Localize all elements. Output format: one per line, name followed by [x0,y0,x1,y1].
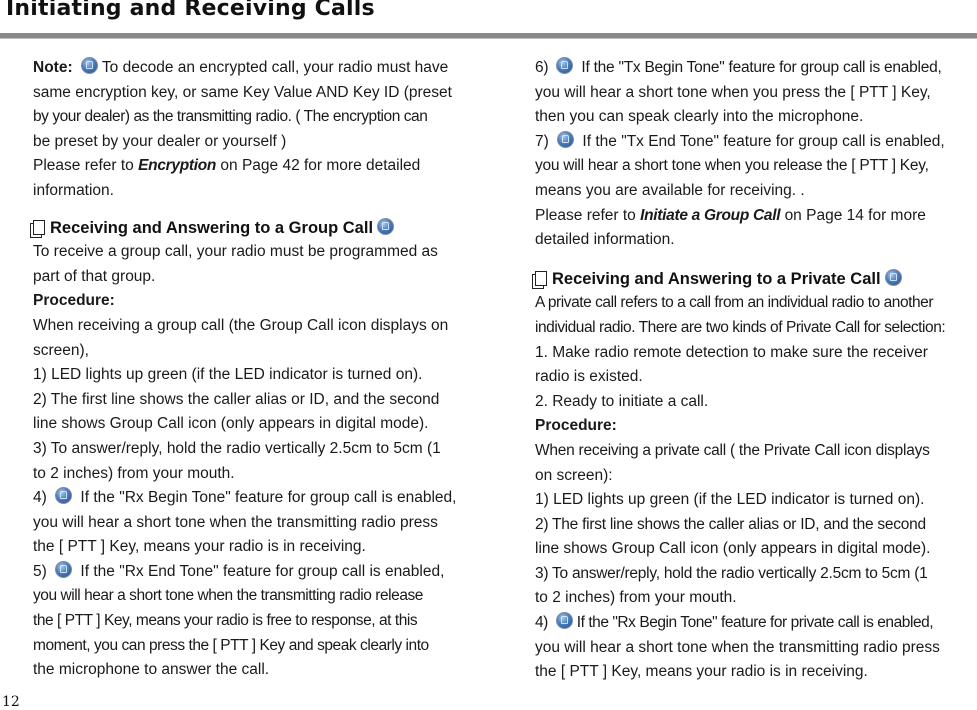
digital-mode-icon [557,131,574,148]
refer-line [33,154,479,179]
step-1: 1) LED lights up green (if the LED indicator is turned on). [535,491,925,509]
step-text: If the "Rx Begin Tone" feature for private call is enabled, [576,614,934,632]
step-number: 5) [33,562,47,580]
document-icon [33,220,45,235]
step-4: the [ PTT ] Key, means your radio is in receiving. [535,663,868,681]
refer-line2: information. [33,181,114,199]
step-4 [33,486,479,511]
title-divider [0,33,977,39]
note-text: same encryption key, or same Key Value AND Key ID (preset [33,83,452,101]
step-5 [33,560,479,585]
step-5: the [ PTT ] Key, means your radio is free to response, at this [33,612,418,630]
procedure-label: Procedure: [33,292,115,310]
step-number: 4) [535,614,548,632]
digital-mode-icon [885,269,902,286]
group-call-heading-text: Receiving and Answering to a Group Call [50,218,374,237]
step-4: you will hear a short tone when the transmitting radio press [33,513,438,531]
step-2: 2) The first line shows the caller alias or ID, and the second [33,390,440,408]
refer-suffix: on Page 42 for more detailed [220,157,421,175]
step-text: If the "Tx End Tone" feature for group call is enabled, [582,132,945,150]
step-3: to 2 inches) from your mouth. [33,464,235,482]
step-4: the [ PTT ] Key, means your radio is in receiving. [33,538,366,556]
procedure-label: Procedure: [535,417,617,435]
step-3: to 2 inches) from your mouth. [535,589,737,607]
digital-mode-icon [55,561,72,578]
procedure-text: screen), [33,341,89,359]
right-column [535,56,975,685]
note-text: by your dealer) as the transmitting radio. ( The encryption can [33,108,428,126]
step-6: then you can speak clearly into the microphone. [535,108,864,126]
step-text: If the "Tx Begin Tone" feature for group call is enabled, [581,59,942,76]
step-7 [535,130,975,155]
note-label: Note: [33,59,73,76]
procedure-text: When receiving a private call ( the Private Call icon displays [535,441,930,459]
refer-prefix: Please refer to [33,157,134,175]
step-2: line shows Group Call icon (only appears in digital mode). [33,415,429,433]
private-call-heading-text: Receiving and Answering to a Private Call [552,269,881,288]
step-5: you will hear a short tone when the transmitting radio release [33,587,423,605]
private-intro: individual radio. There are two kinds of Private Call for selection: [535,318,946,336]
note-text: To decode an encrypted call, your radio must have [101,59,449,76]
step-number: 6) [535,59,549,76]
step-3: 3) To answer/reply, hold the radio vertically 2.5cm to 5cm (1 [535,564,928,582]
kind-1: radio is existed. [535,368,643,386]
private-call-heading [535,267,975,292]
page-title: Initiating and Receiving Calls [6,0,375,21]
digital-mode-icon [556,612,573,629]
step-4 [535,611,975,636]
refer-line2: detailed information. [535,231,675,249]
step-3: 3) To answer/reply, hold the radio vertically 2.5cm to 5cm (1 [33,439,441,457]
procedure-text: When receiving a group call (the Group Call icon displays on [33,316,449,334]
document-icon [535,271,547,286]
left-column [33,56,479,683]
kind-2: 2. Ready to initiate a call. [535,392,709,410]
encryption-reference: Encryption [138,157,217,175]
step-5: the microphone to answer the call. [33,661,270,679]
group-call-heading [33,216,479,241]
step-2: line shows Group Call icon (only appears in digital mode). [535,540,931,558]
step-6: you will hear a short tone when you press the [ PTT ] Key, [535,83,931,101]
step-1: 1) LED lights up green (if the LED indicator is turned on). [33,366,423,384]
step-7: you will hear a short tone when you release the [ PTT ] Key, [535,157,929,175]
digital-mode-icon [55,487,72,504]
group-intro: part of that group. [33,267,156,285]
step-5: moment, you can press the [ PTT ] Key and speak clearly into [33,636,429,654]
kind-1: 1. Make radio remote detection to make sure the receiver [535,343,928,361]
note-text: be preset by your dealer or yourself ) [33,132,287,150]
private-intro: A private call refers to a call from an individual radio to another [535,294,934,312]
procedure-text: on screen): [535,466,613,484]
digital-mode-icon [556,57,573,74]
step-2: 2) The first line shows the caller alias or ID, and the second [535,515,926,533]
digital-mode-icon [81,57,98,74]
group-call-reference: Initiate a Group Call [640,206,781,224]
page-number: 12 [2,694,20,710]
step-4: you will hear a short tone when the transmitting radio press [535,638,940,656]
step-number: 7) [535,132,549,150]
step-text: If the "Rx End Tone" feature for group call is enabled, [80,562,445,580]
step-text: If the "Rx Begin Tone" feature for group call is enabled, [80,489,457,507]
group-intro: To receive a group call, your radio must be programmed as [33,243,438,261]
step-7: means you are available for receiving. . [535,181,805,199]
refer-prefix: Please refer to [535,206,636,224]
refer-suffix: on Page 14 for more [784,206,926,224]
refer-line [535,204,975,229]
step-6 [535,56,975,81]
note-line [33,56,479,81]
digital-mode-icon [377,218,394,235]
step-number: 4) [33,489,47,507]
